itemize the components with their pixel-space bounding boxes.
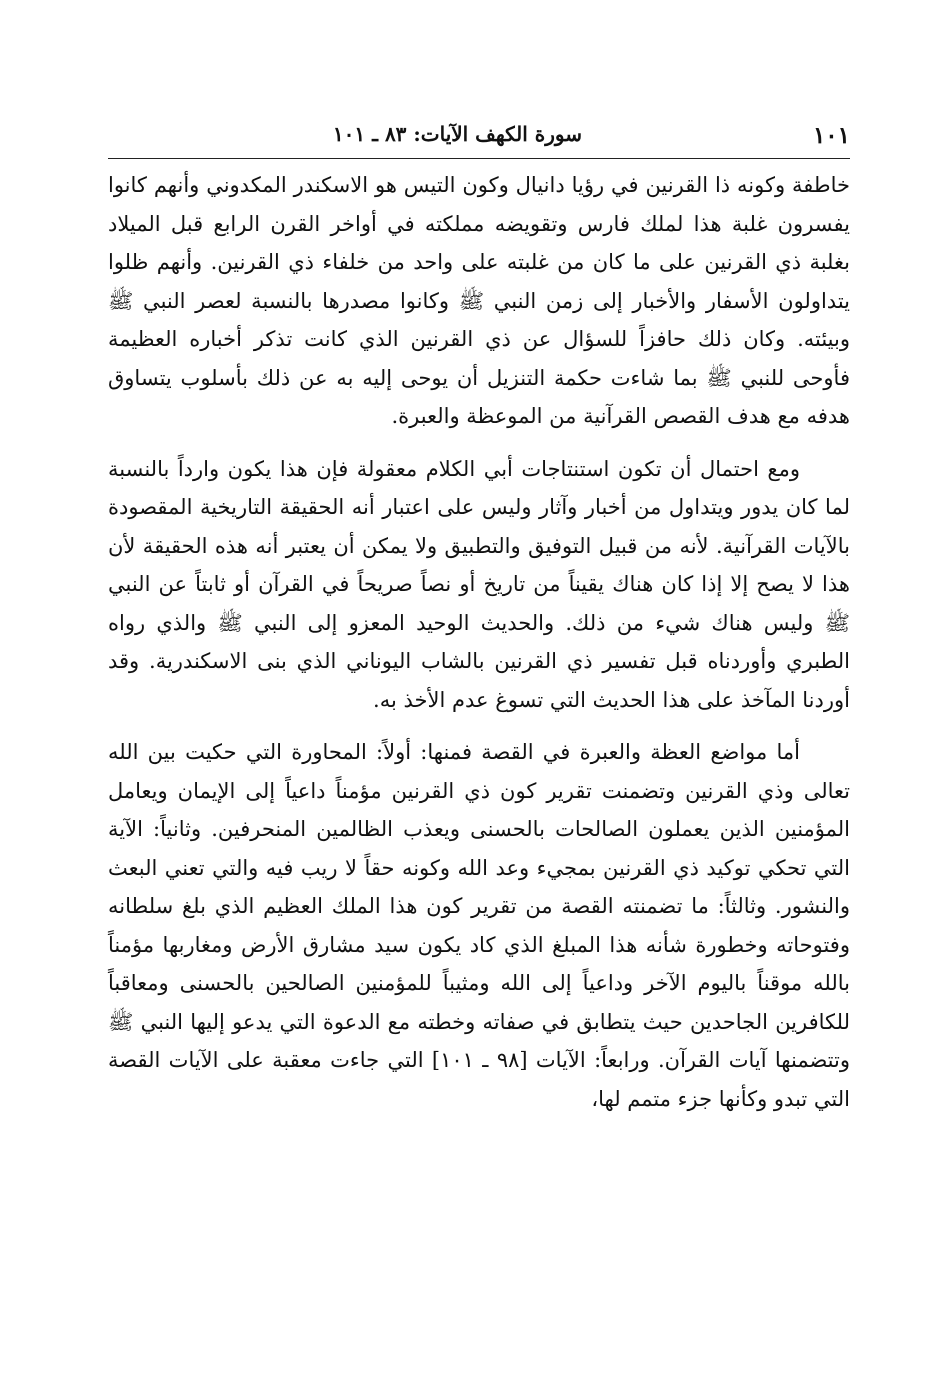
paragraph: ومع احتمال أن تكون استنتاجات أبي الكلام معقولة فإن هذا يكون وارداً بالنسبة لما كان يدور ويتداول من أخبار وآثار وليس على اعتبار أنه الحقيقة التاريخية المقصودة بالآيات القرآنية. لأنه من قبيل التوفيق والتطبيق ولا يمكن أن يعتبر أنه هذه الحقيقة لأن هذا لا يصح إلا إذا كان هناك يقيناً من تاريخ أو نصاً صريحاً في القرآن أو ثابتاً عن النبي ﷺ وليس هناك شيء من ذلك. والحديث الوحيد المعزو إلى النبي ﷺ والذي رواه الطبري وأوردناه قبل تفسير ذي القرنين بالشاب اليوناني الذي بنى الاسكندرية. وقد أوردنا المآخذ على هذا الحديث التي تسوغ عدم الأخذ به.: [108, 456, 850, 712]
paragraph: أما مواضع العظة والعبرة في القصة فمنها: أولاً: المحاورة التي حكيت بين الله تعالى وذي القرنين وتضمنت تقرير كون ذي القرنين مؤمناً داعياً إلى الإيمان ويعامل المؤمنين الذين يعملون الصالحات بالحسنى ويعذب الظالمين المنحرفين. وثانياً: الآية التي تحكي توكيد ذي القرنين بمجيء وعد الله وكونه حقاً لا ريب فيه والتي تعني البعث والنشور. وثالثاً: ما تضمنته القصة من تقرير كون هذا الملك العظيم الذي بلغ سلطانه وفتوحاته وخطورة شأنه هذا المبلغ الذي كاد يكون سيد مشارق الأرض ومغاربها مؤمناً بالله موقناً باليوم الآخر وداعياً إلى الله ومثيباً للمؤمنين الصالحين بالحسنى ومعاقباً للكافرين الجاحدين حيث يتطابق في صفاته وخطته مع الدعوة التي يدعو إليها النبي ﷺ وتتضمنها آيات القرآن. ورابعاً: الآيات [٩٨ ـ ١٠١] التي جاءت معقبة على الآيات القصة التي تبدو وكأنها جزء متمم لها،: [108, 740, 850, 1111]
page-number: ١٠١: [812, 122, 850, 149]
body-text: [108, 166, 850, 1118]
header-divider: [108, 158, 850, 159]
page-header: [108, 118, 850, 158]
running-title: سورة الكهف الآيات: ٨٣ ـ ١٠١: [332, 122, 582, 146]
paragraph: خاطفة وكونه ذا القرنين في رؤيا دانيال وكون التيس هو الاسكندر المكدوني وأنهم كانوا يفسرون غلبة هذا لملك فارس وتقويضه مملكته في أواخر القرن الرابع قبل الميلاد بغلبة ذي القرنين على ما كان من غلبته على واحد من خلفاء ذي القرنين. وأنهم ظلوا يتداولون الأسفار والأخبار إلى زمن النبي ﷺ وكانوا مصدرها بالنسبة لعصر النبي ﷺ وبيئته. وكان ذلك حافزاً للسؤال عن ذي القرنين الذي كانت تذكر أخباره العظيمة فأوحى للنبي ﷺ بما شاءت حكمة التنزيل أن يوحى إليه به عن ذلك بأسلوب يتساوق هدفه مع هدف القصص القرآنية من الموعظة والعبرة.: [108, 173, 850, 428]
